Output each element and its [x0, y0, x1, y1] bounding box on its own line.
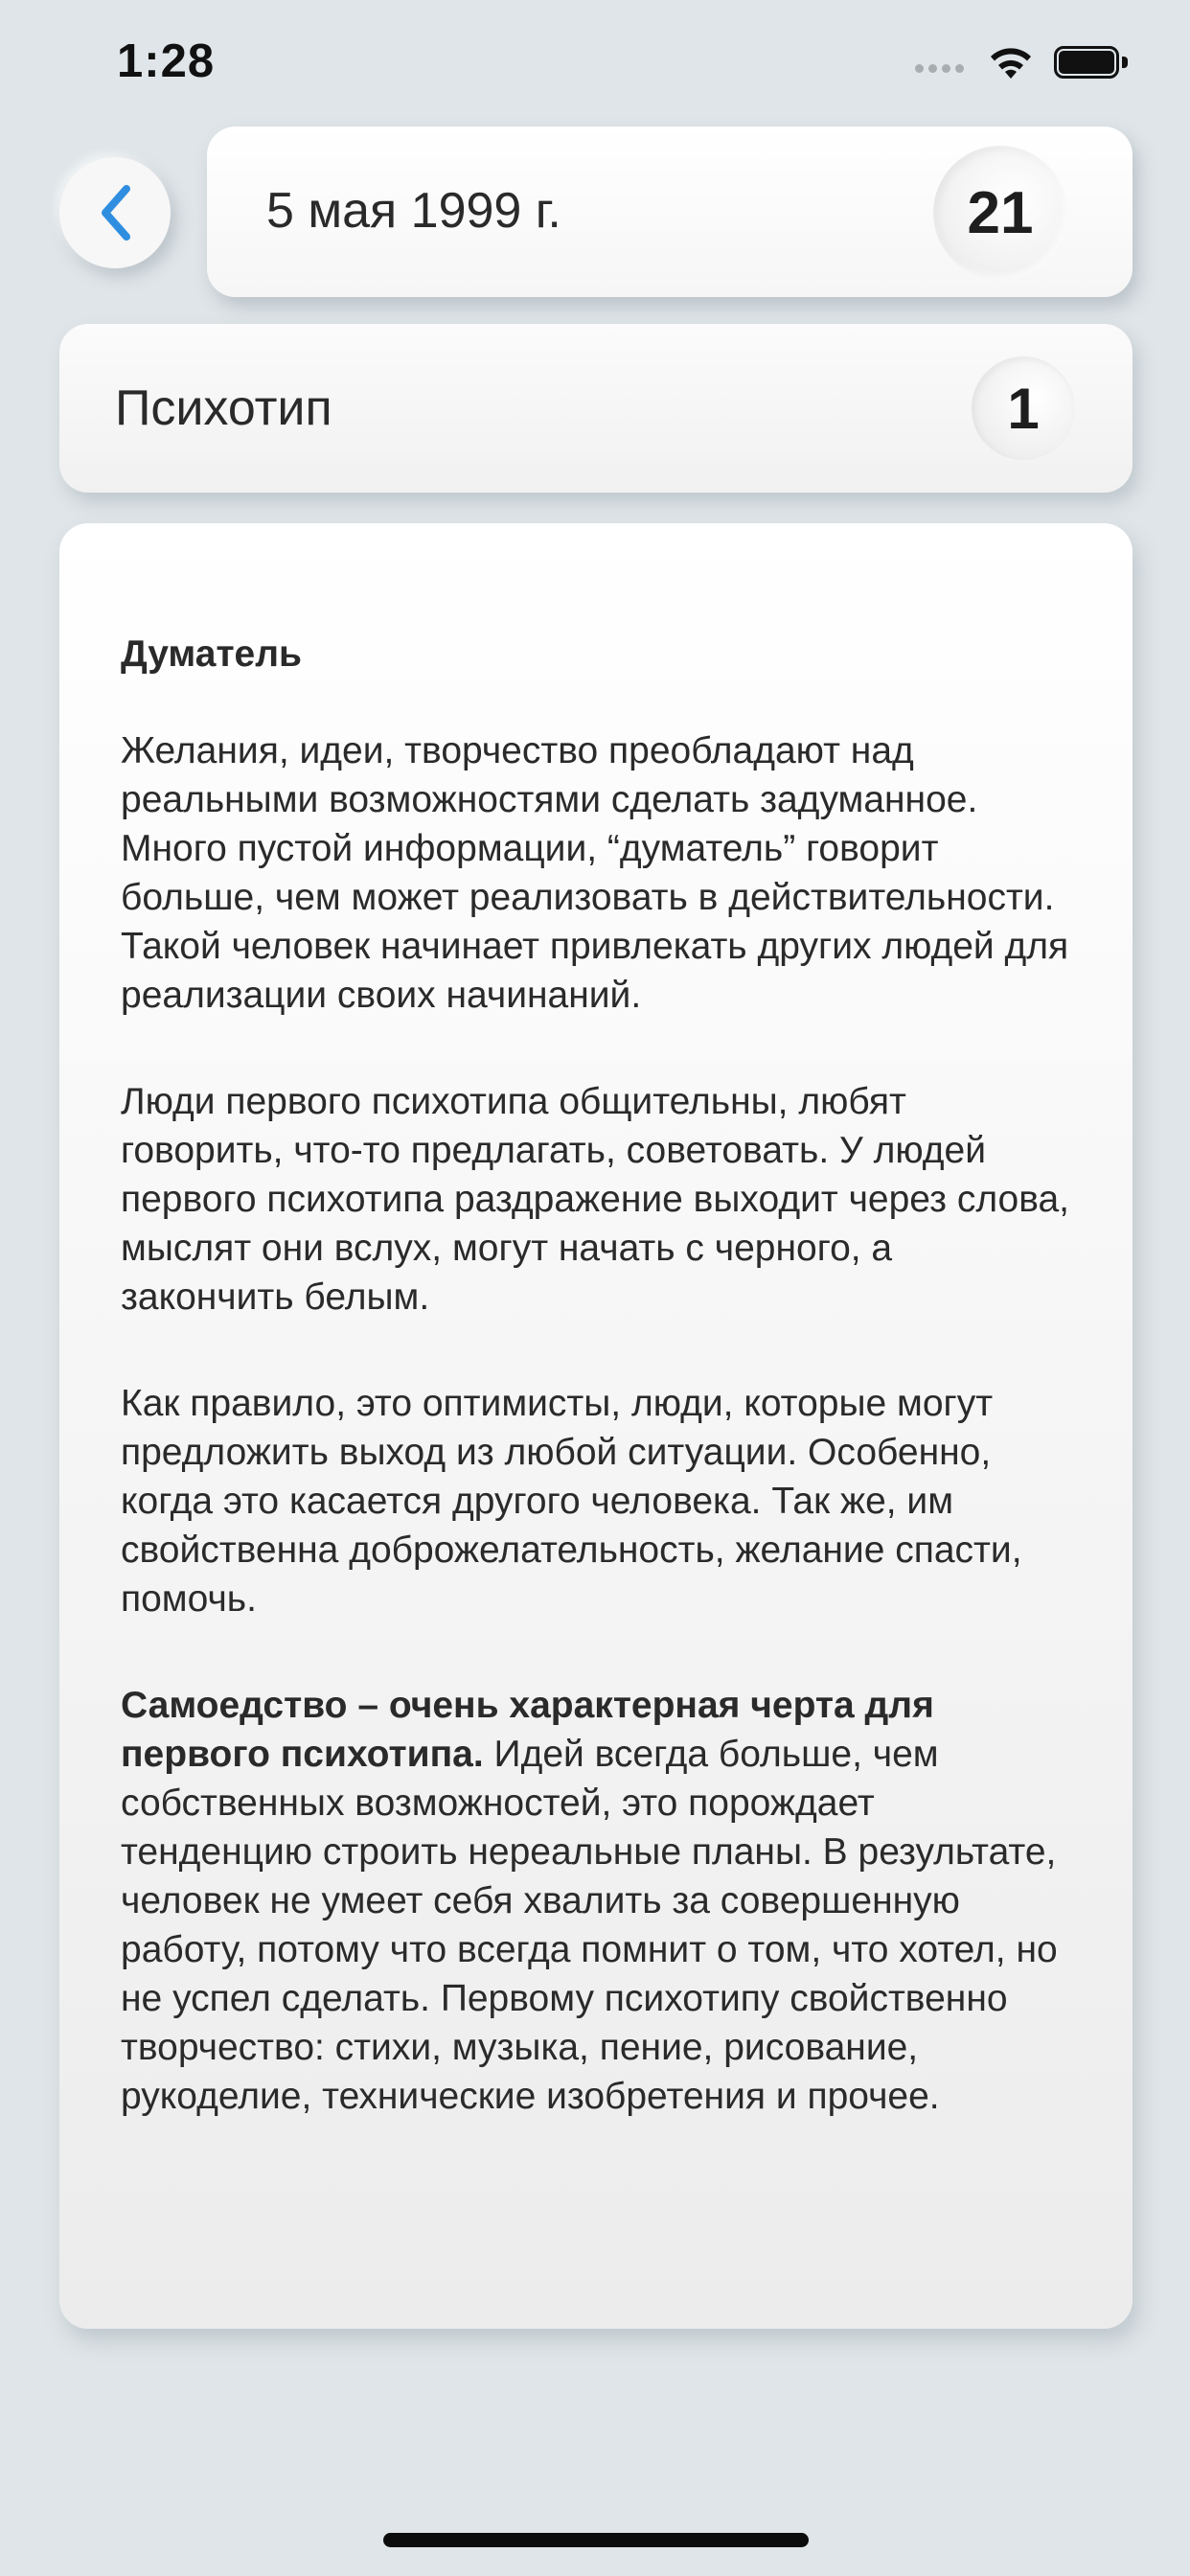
description-paragraph: Как правило, это оптимисты, люди, которые могут предложить выход из любой ситуации. Особенно, когда это касается другого человека. Так же, им свойственна доброжелательность, желание спасти, помочь.	[121, 1383, 1022, 1620]
psychotype-card	[59, 324, 1133, 493]
battery-icon	[1054, 46, 1129, 79]
status-bar	[0, 0, 1190, 126]
psychotype-number-badge: 1	[972, 356, 1075, 460]
description-paragraph-rest: Идей всегда больше, чем собственных возможностей, это порождает тенденцию строить нереальные планы. В результате, человек не умеет себя хвалить за совершенную работу, потому что всегда помнит о том, что хотел, но не успел сделать. Первому психотипу свойственно творчество: стихи, музыка, пение, рисование, рукоделие, технические изобретения и прочее.	[121, 1734, 1058, 2117]
description-paragraph: Люди первого психотипа общительны, любят говорить, что-то предлагать, советовать. У людей первого психотипа раздражение выходит через слова, мыслят они вслух, могут начать с черного, а закончить белым.	[121, 1081, 1070, 1318]
wifi-icon	[987, 42, 1035, 80]
description-paragraph-last	[121, 1681, 1075, 2121]
description-card	[59, 523, 1133, 2329]
description-paragraph: Желания, идеи, творчество преобладают над реальными возможностями сделать задуманное. Много пустой информации, “думатель” говорит больше, чем может реализовать в действительности. Такой человек начинает привлекать других людей для реализации своих начинаний.	[121, 730, 1069, 1016]
back-button[interactable]	[59, 157, 171, 268]
home-indicator[interactable]	[383, 2533, 809, 2547]
birth-date: 5 мая 1999 г.	[266, 183, 561, 239]
description-highlight: Самоедство – очень характерная черта для первого психотипа.	[121, 1685, 934, 1775]
cellular-signal-icon	[915, 61, 973, 75]
date-card	[207, 126, 1133, 297]
status-time: 1:28	[117, 35, 216, 87]
description-title: Думатель	[121, 633, 303, 675]
date-number-badge: 21	[933, 146, 1067, 280]
psychotype-label: Психотип	[115, 380, 332, 436]
chevron-left-icon	[96, 183, 134, 242]
